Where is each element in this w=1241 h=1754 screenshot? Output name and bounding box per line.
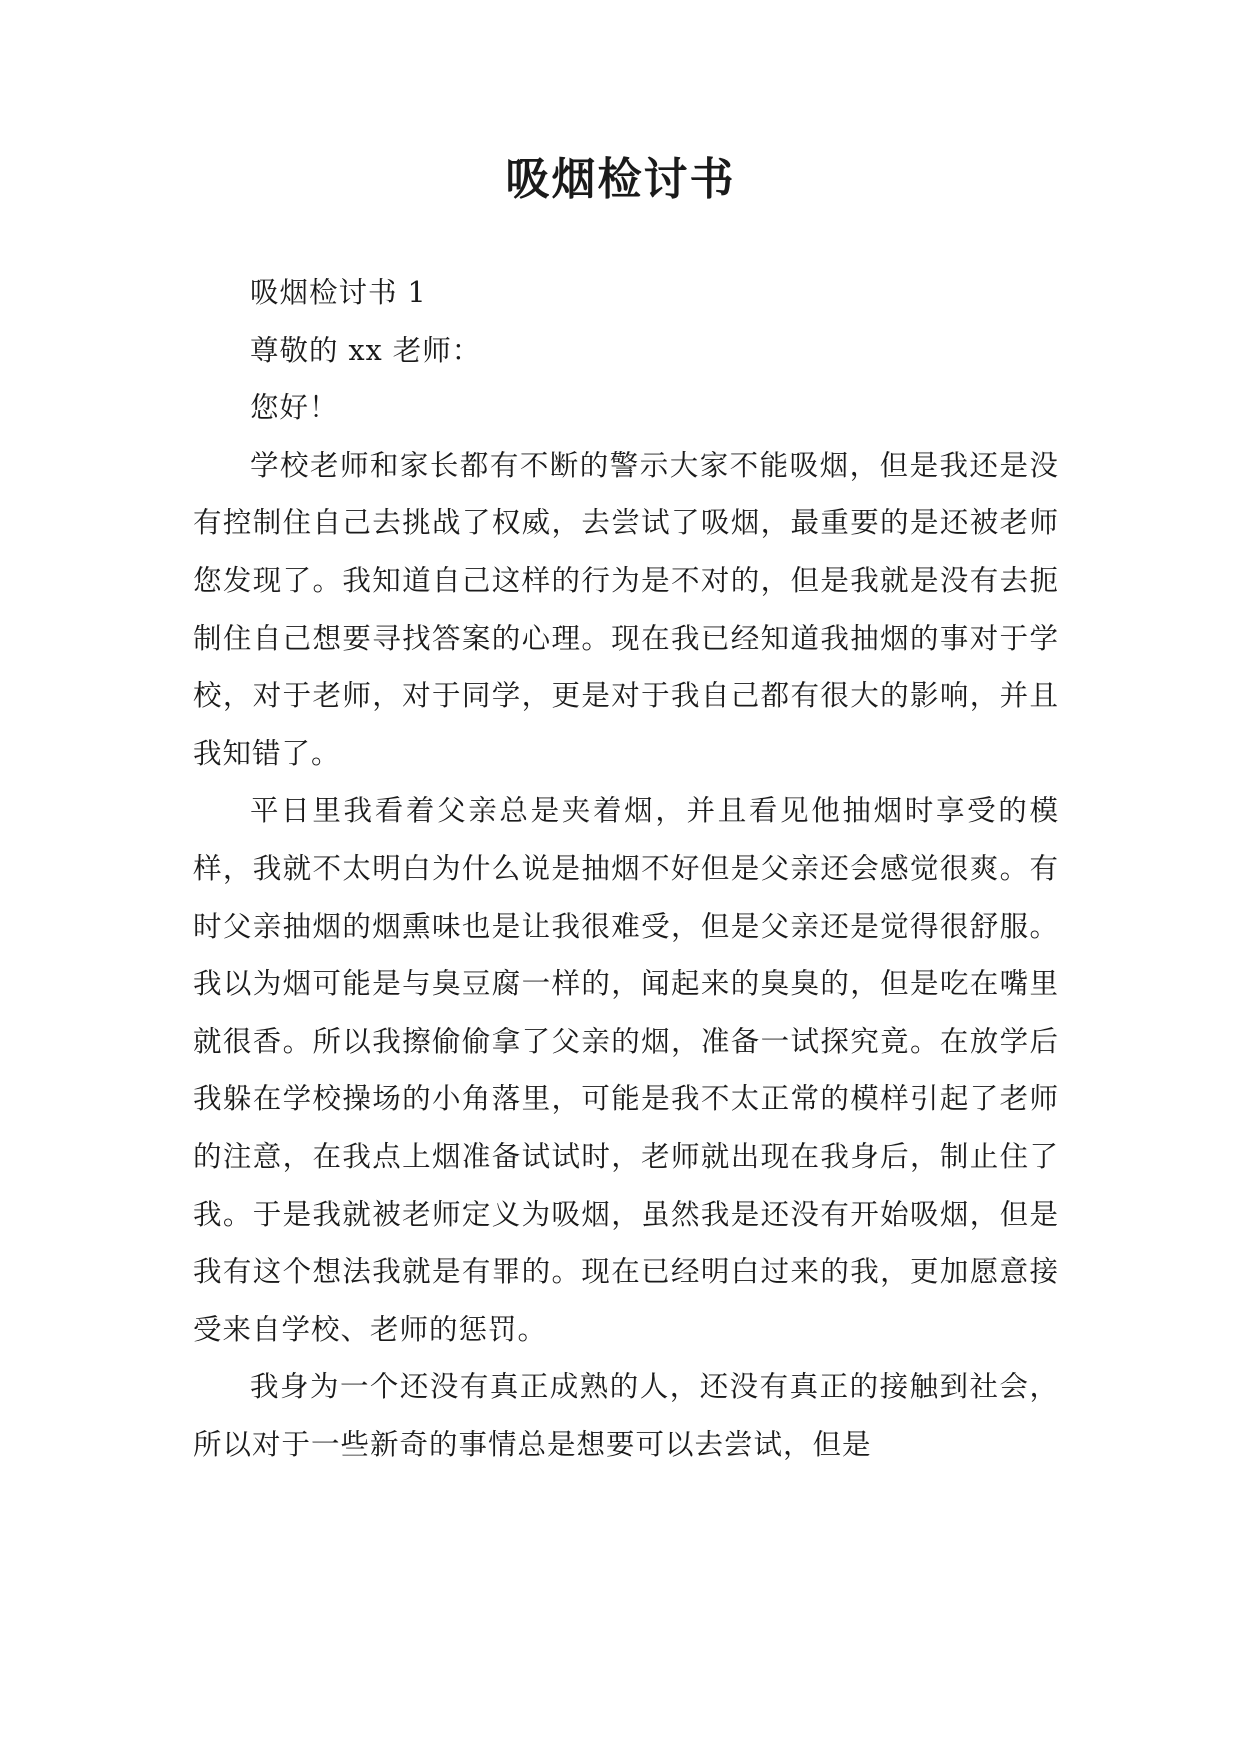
document-body [193, 264, 1059, 1473]
body-paragraph: 平日里我看着父亲总是夹着烟，并且看见他抽烟时享受的模样，我就不太明白为什么说是抽烟不好但是父亲还会感觉很爽。有时父亲抽烟的烟熏味也是让我很难受，但是父亲还是觉得很舒服。我以为烟可能是与臭豆腐一样的，闻起来的臭臭的，但是吃在嘴里就很香。所以我擦偷偷拿了父亲的烟，准备一试探究竟。在放学后我躲在学校操场的小角落里，可能是我不太正常的模样引起了老师的注意，在我点上烟准备试试时，老师就出现在我身后，制止住了我。于是我就被老师定义为吸烟，虽然我是还没有开始吸烟，但是我有这个想法我就是有罪的。现在已经明白过来的我，更加愿意接受来自学校、老师的惩罚。 [193, 794, 1059, 1346]
section-heading: 吸烟检讨书 1 [250, 276, 427, 309]
document-title: 吸烟检讨书 [505, 154, 736, 205]
body-paragraph: 我身为一个还没有真正成熟的人，还没有真正的接触到社会，所以对于一些新奇的事情总是想要可以去尝试，但是 [193, 1370, 1059, 1461]
body-paragraph: 学校老师和家长都有不断的警示大家不能吸烟，但是我还是没有控制住自己去挑战了权威，去尝试了吸烟，最重要的是还被老师您发现了。我知道自己这样的行为是不对的，但是我就是没有去扼制住自己想要寻找答案的心理。现在我已经知道我抽烟的事对于学校，对于老师，对于同学，更是对于我自己都有很大的影响，并且我知错了。 [193, 448, 1059, 770]
salutation: 尊敬的 xx 老师： [250, 333, 482, 367]
greeting: 您好！ [250, 391, 339, 425]
